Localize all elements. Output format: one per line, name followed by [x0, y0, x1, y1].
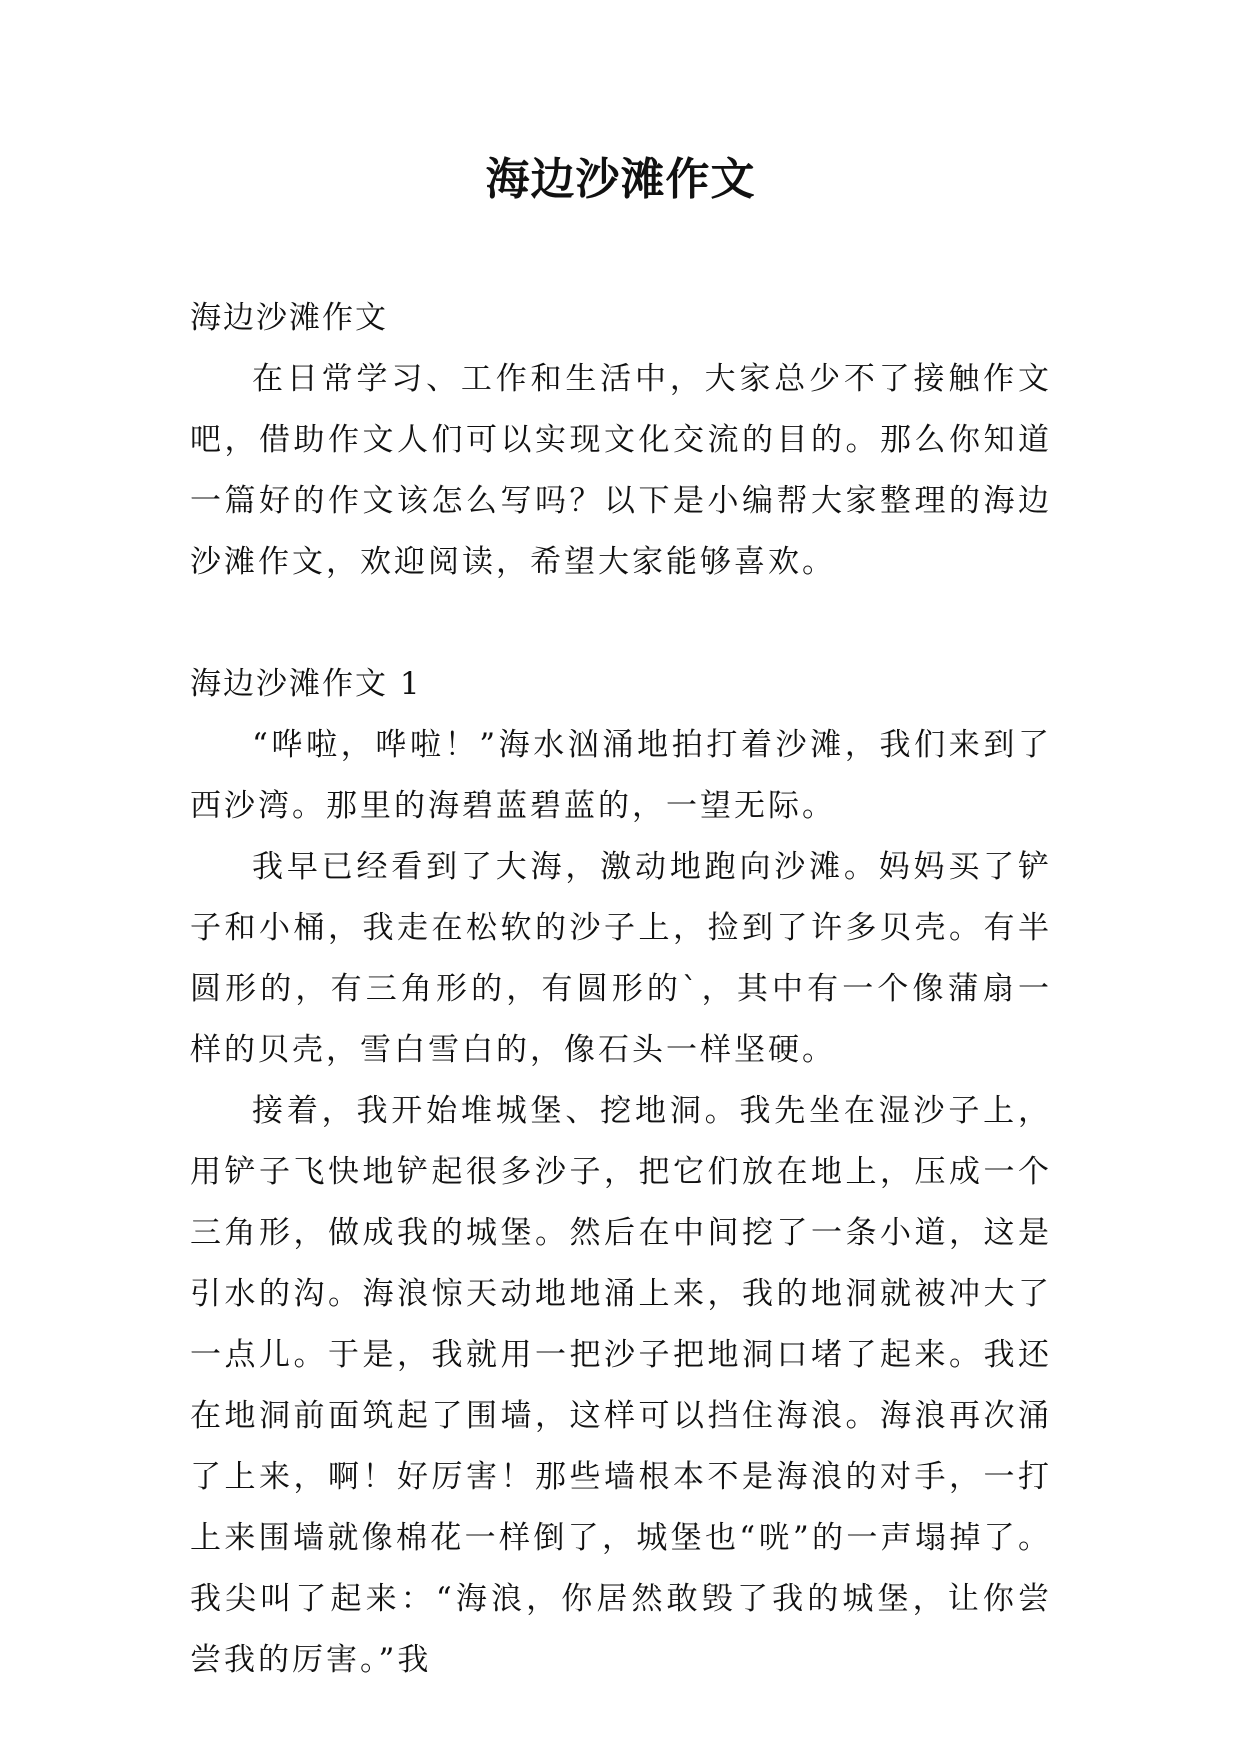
- section-spacer: [190, 593, 1052, 654]
- document-body: [190, 288, 1052, 1691]
- section-heading: 海边沙滩作文 1: [190, 666, 422, 702]
- body-paragraph: 接着，我开始堆城堡、挖地洞。我先坐在湿沙子上，用铲子飞快地铲起很多沙子，把它们放在地上，压成一个三角形，做成我的城堡。然后在中间挖了一条小道，这是引水的沟。海浪惊天动地地涌上来，我的地洞就被冲大了一点儿。于是，我就用一把沙子把地洞口堵了起来。我还在地洞前面筑起了围墙，这样可以挡住海浪。海浪再次涌了上来，啊！好厉害！那些墙根本不是海浪的对手，一打上来围墙就像棉花一样倒了，城堡也“咣”的一声塌掉了。我尖叫了起来：“海浪，你居然敢毁了我的城堡，让你尝尝我的厉害。”我: [190, 1093, 1052, 1678]
- body-paragraph: 我早已经看到了大海，激动地跑向沙滩。妈妈买了铲子和小桶，我走在松软的沙子上，捡到了许多贝壳。有半圆形的，有三角形的，有圆形的`，其中有一个像蒲扇一样的贝壳，雪白雪白的，像石头一样坚硬。: [190, 849, 1052, 1068]
- document-title: 海边沙滩作文: [485, 154, 756, 205]
- body-paragraph: “哗啦，哗啦！”海水汹涌地拍打着沙滩，我们来到了西沙湾。那里的海碧蓝碧蓝的，一望无际。: [190, 727, 1052, 824]
- intro-paragraph: 在日常学习、工作和生活中，大家总少不了接触作文吧，借助作文人们可以实现文化交流的目的。那么你知道一篇好的作文该怎么写吗？以下是小编帮大家整理的海边沙滩作文，欢迎阅读，希望大家能够喜欢。: [190, 361, 1052, 580]
- intro-heading: 海边沙滩作文: [190, 300, 388, 336]
